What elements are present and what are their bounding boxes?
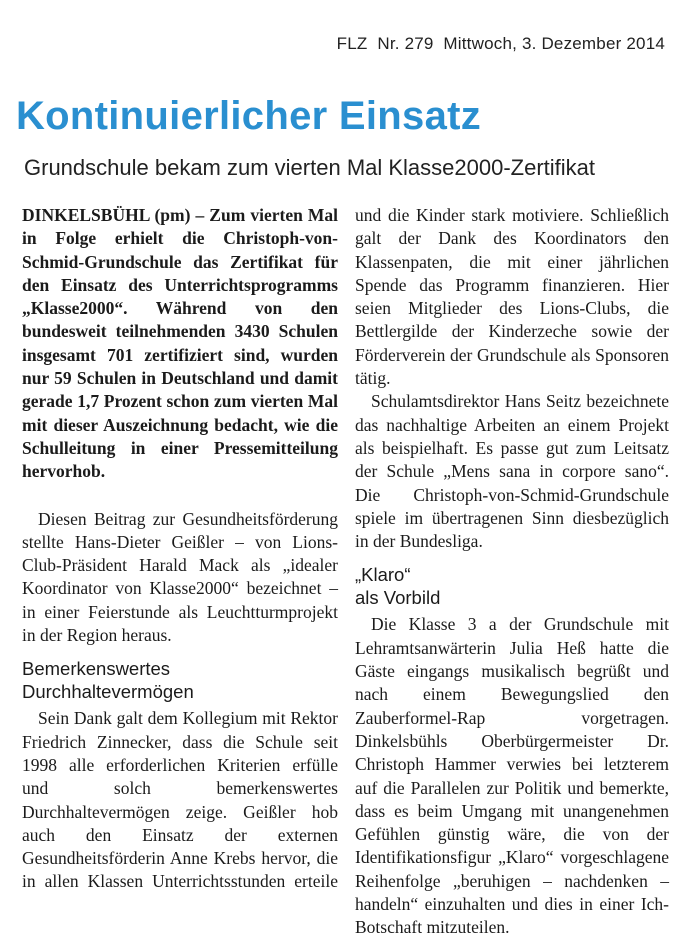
subheading-1-line2: Durchhaltevermögen <box>22 681 194 703</box>
subheading-2-line1: „Klaro“ <box>355 564 411 586</box>
masthead-paper: FLZ <box>336 34 368 53</box>
masthead-issue: Nr. 279 <box>377 34 434 53</box>
subheading-2-line2: als Vorbild <box>355 587 441 609</box>
lead-text: – Zum vierten Mal in Folge erhielt die Christoph-von-Schmid-Grundschule das Zertifikat für den Einsatz des Unterrichtsprogramms „Klasse2000“. Während von den bundesweit teilnehmenden 3430 Schulen insgesamt 701 zertifiziert sind, wurden nur 59 Schulen in Deutschland und damit gerade 1,7 Prozent schon zum vierten Mal mit dieser Auszeichnung bedacht, wie die Schulleitung in einer Pressemitteilung hervorhob. <box>22 205 338 482</box>
article-headline: Kontinuierlicher Einsatz <box>16 94 482 138</box>
column-left <box>22 204 338 894</box>
subheading-1 <box>22 657 338 703</box>
paragraph-2-part-1: Sein Dank galt dem Kollegium mit Rektor Friedrich Zinnecker, dass die Schule seit 1998 alle erforderlichen Kriterien erfülle und solch bemerkenswertes Durchhaltevermögen zeige. Geißler hob auch den Einsatz der externen Gesundheitsförderin Anne Krebs hervor, die in allen Klassen Unterrichtsstunden erteile <box>22 708 338 892</box>
masthead-date: Mittwoch, 3. Dezember 2014 <box>443 34 665 53</box>
dateline: DINKELSBÜHL (pm) <box>22 205 191 225</box>
masthead <box>337 34 665 54</box>
subheading-2 <box>355 563 669 609</box>
paragraph-1: Diesen Beitrag zur Gesundheitsförderung stellte Hans-Dieter Geißler – von Lions-Club-Präsident Harald Mack als „idealer Koordinator von Klasse2000“ bezeichnet – in einer Feierstunde als Leuchtturmprojekt in der Region heraus. <box>22 508 338 646</box>
subheading-1-line1: Bemerkenswertes <box>22 658 171 680</box>
article-subheadline: Grundschule bekam zum vierten Mal Klasse2000-Zertifikat <box>24 155 596 180</box>
paragraph-4: Die Klasse 3 a der Grundschule mit Lehramtsanwärterin Julia Heß hatte die Gäste eingangs musikalisch begrüßt und nach einem Bewegungslied den Zauberformel-Rap vorgetragen. Dinkelsbühls Oberbürgermeister Dr. Christoph Hammer verwies bei letzterem auf die Parallelen zur Politik und bemerkte, dass es beim Umgang mit unangenehmen Gefühlen günstig wäre, die von der Identifikationsfigur „Klaro“ vorgeschlagene Reihenfolge „beruhigen – nachdenken – handeln“ einzuhalten und dies in einer Ich-Botschaft mitzuteilen. <box>355 614 669 938</box>
lead-paragraph <box>22 204 338 484</box>
paragraph-2-part-2: und die Kinder stark motiviere. Schließlich galt der Dank des Koordinators den Klassenpaten, die mit einer jährlichen Spende das Programm finanzieren. Hier seien Mitglieder des Lions-Clubs, die Bettlergilde der Kinderzeche sowie der Förderverein der Grundschule als Sponsoren tätig. <box>355 205 669 389</box>
column-right <box>355 204 669 940</box>
paragraph-3: Schulamtsdirektor Hans Seitz bezeichnete das nachhaltige Arbeiten an einem Projekt als beispielhaft. Es passe gut zum Leitsatz der Schule „Mens sana in corpore sano“. Die Christoph-von-Schmid-Grundschule spiele im übertragenen Sinn diesbezüglich in der Bundesliga. <box>355 391 669 552</box>
